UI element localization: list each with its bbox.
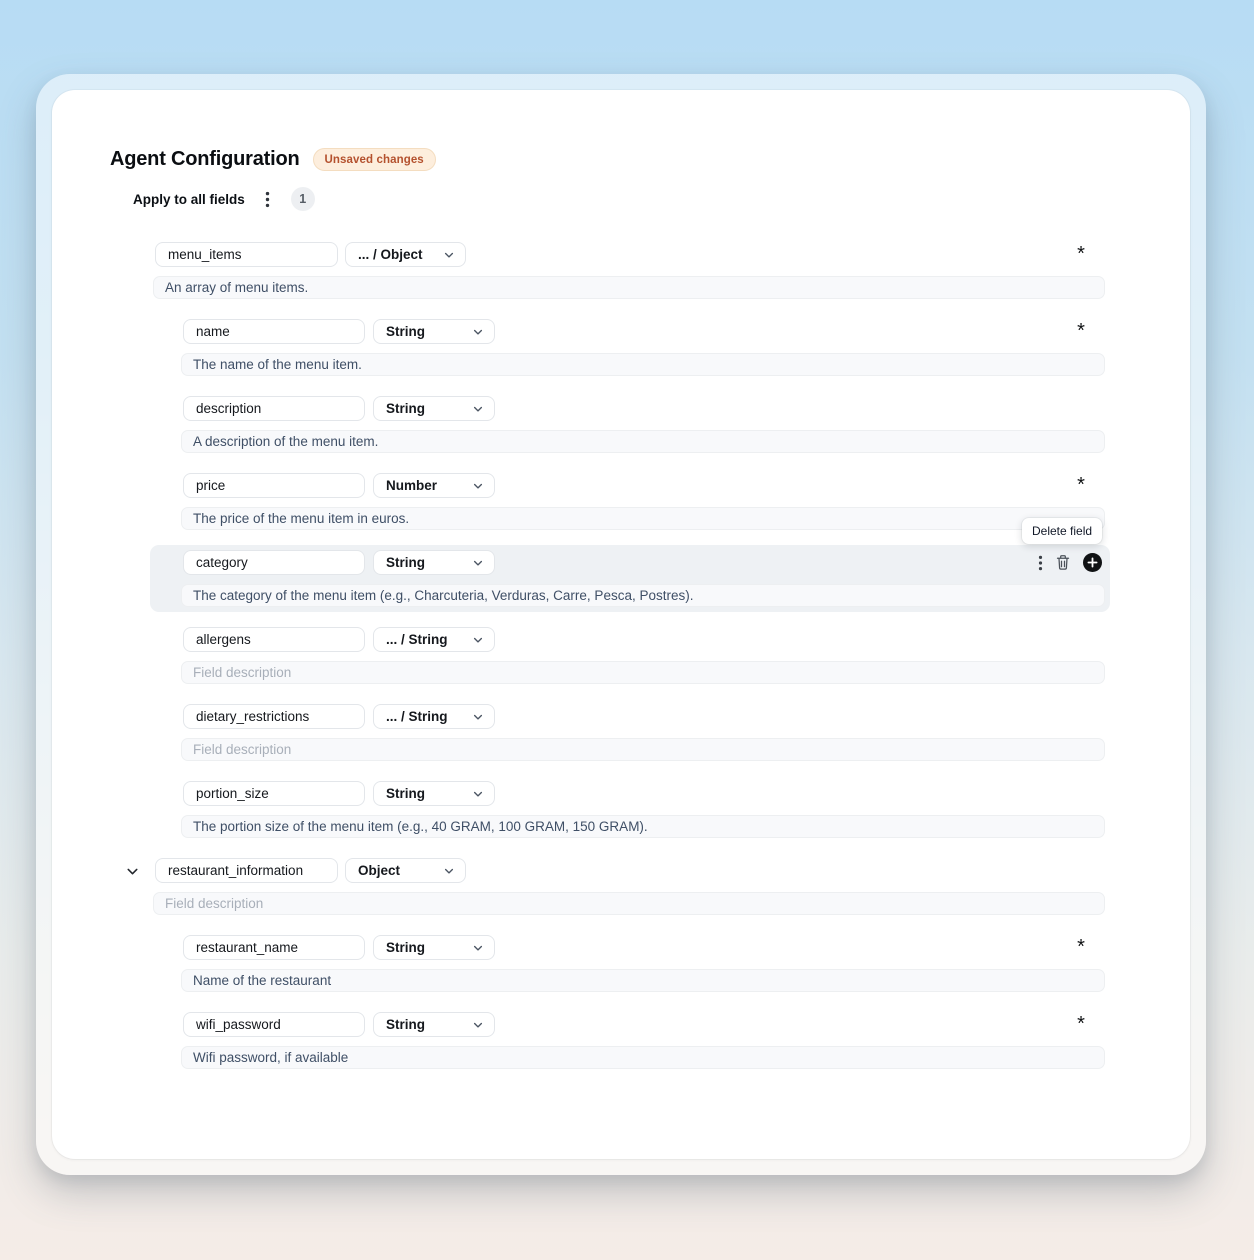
field-description-input[interactable] (181, 738, 1105, 761)
add-field-icon[interactable] (1083, 553, 1102, 572)
field-type-label: String (386, 401, 425, 416)
agent-configuration-panel (52, 90, 1190, 1159)
field-type-label: ... / String (386, 709, 448, 724)
field-name-input[interactable] (183, 396, 365, 421)
field-actions (1038, 550, 1102, 575)
schema-field-row (52, 473, 1190, 550)
field-type-select[interactable] (373, 396, 495, 421)
chevron-down-icon (472, 403, 484, 415)
chevron-down-icon (443, 249, 455, 261)
field-type-select[interactable] (373, 473, 495, 498)
field-type-label: ... / String (386, 632, 448, 647)
page-title: Agent Configuration (110, 148, 300, 170)
chevron-down-icon (472, 557, 484, 569)
schema-field-row (52, 396, 1190, 473)
schema-field-row (52, 858, 1190, 935)
field-type-select[interactable] (373, 704, 495, 729)
field-name-input[interactable] (183, 704, 365, 729)
field-type-select[interactable] (345, 242, 466, 267)
field-menu-icon[interactable] (1038, 555, 1043, 571)
schema-field-row (52, 935, 1190, 1012)
field-description-input[interactable] (181, 1046, 1105, 1069)
field-type-label: String (386, 786, 425, 801)
required-asterisk: * (1077, 243, 1085, 265)
field-type-select[interactable] (373, 781, 495, 806)
delete-field-icon[interactable] (1055, 554, 1071, 571)
field-name-input[interactable] (183, 781, 365, 806)
schema-field-row (52, 319, 1190, 396)
required-asterisk: * (1077, 1013, 1085, 1035)
chevron-down-icon (472, 788, 484, 800)
chevron-down-icon (472, 326, 484, 338)
field-description-input[interactable] (153, 276, 1105, 299)
field-type-select[interactable] (373, 319, 495, 344)
schema-field-row (52, 704, 1190, 781)
required-asterisk: * (1077, 474, 1085, 496)
field-type-label: String (386, 324, 425, 339)
field-type-select[interactable] (373, 550, 495, 575)
unsaved-changes-badge: Unsaved changes (313, 148, 436, 171)
field-type-select[interactable] (373, 935, 495, 960)
field-description-input[interactable] (181, 507, 1105, 530)
field-description-input[interactable] (181, 430, 1105, 453)
field-name-input[interactable] (155, 242, 338, 267)
chevron-down-icon (443, 865, 455, 877)
chevron-down-icon (472, 634, 484, 646)
field-description-input[interactable] (181, 661, 1105, 684)
delete-field-tooltip: Delete field (1022, 518, 1102, 544)
field-description-input[interactable] (181, 353, 1105, 376)
chevron-down-icon (472, 480, 484, 492)
field-name-input[interactable] (183, 1012, 365, 1037)
schema-field-row (52, 242, 1190, 319)
required-asterisk: * (1077, 936, 1085, 958)
schema-fields-list (52, 90, 1190, 1159)
chevron-down-icon (472, 711, 484, 723)
field-type-label: ... / Object (358, 247, 423, 262)
field-type-label: String (386, 555, 425, 570)
field-name-input[interactable] (183, 935, 365, 960)
field-count-badge: 1 (291, 187, 315, 211)
app-window (36, 74, 1206, 1175)
field-name-input[interactable] (183, 550, 365, 575)
field-name-input[interactable] (183, 473, 365, 498)
schema-field-row (52, 627, 1190, 704)
schema-field-row (52, 781, 1190, 858)
schema-field-row (52, 524, 1190, 627)
chevron-down-icon (472, 1019, 484, 1031)
schema-field-row (52, 1012, 1190, 1089)
field-type-label: String (386, 1017, 425, 1032)
field-type-label: Object (358, 863, 401, 878)
field-name-input[interactable] (155, 858, 338, 883)
field-description-input[interactable] (181, 815, 1105, 838)
field-type-label: Number (386, 478, 438, 493)
field-description-input[interactable] (181, 969, 1105, 992)
field-type-label: String (386, 940, 425, 955)
collapse-chevron-icon[interactable] (124, 863, 140, 879)
field-type-select[interactable] (345, 858, 466, 883)
chevron-down-icon (472, 942, 484, 954)
field-type-select[interactable] (373, 1012, 495, 1037)
field-name-input[interactable] (183, 319, 365, 344)
field-type-select[interactable] (373, 627, 495, 652)
required-asterisk: * (1077, 320, 1085, 342)
apply-to-all-fields-label: Apply to all fields (133, 191, 245, 207)
field-name-input[interactable] (183, 627, 365, 652)
field-description-input[interactable] (153, 892, 1105, 915)
field-description-input[interactable] (181, 584, 1105, 607)
